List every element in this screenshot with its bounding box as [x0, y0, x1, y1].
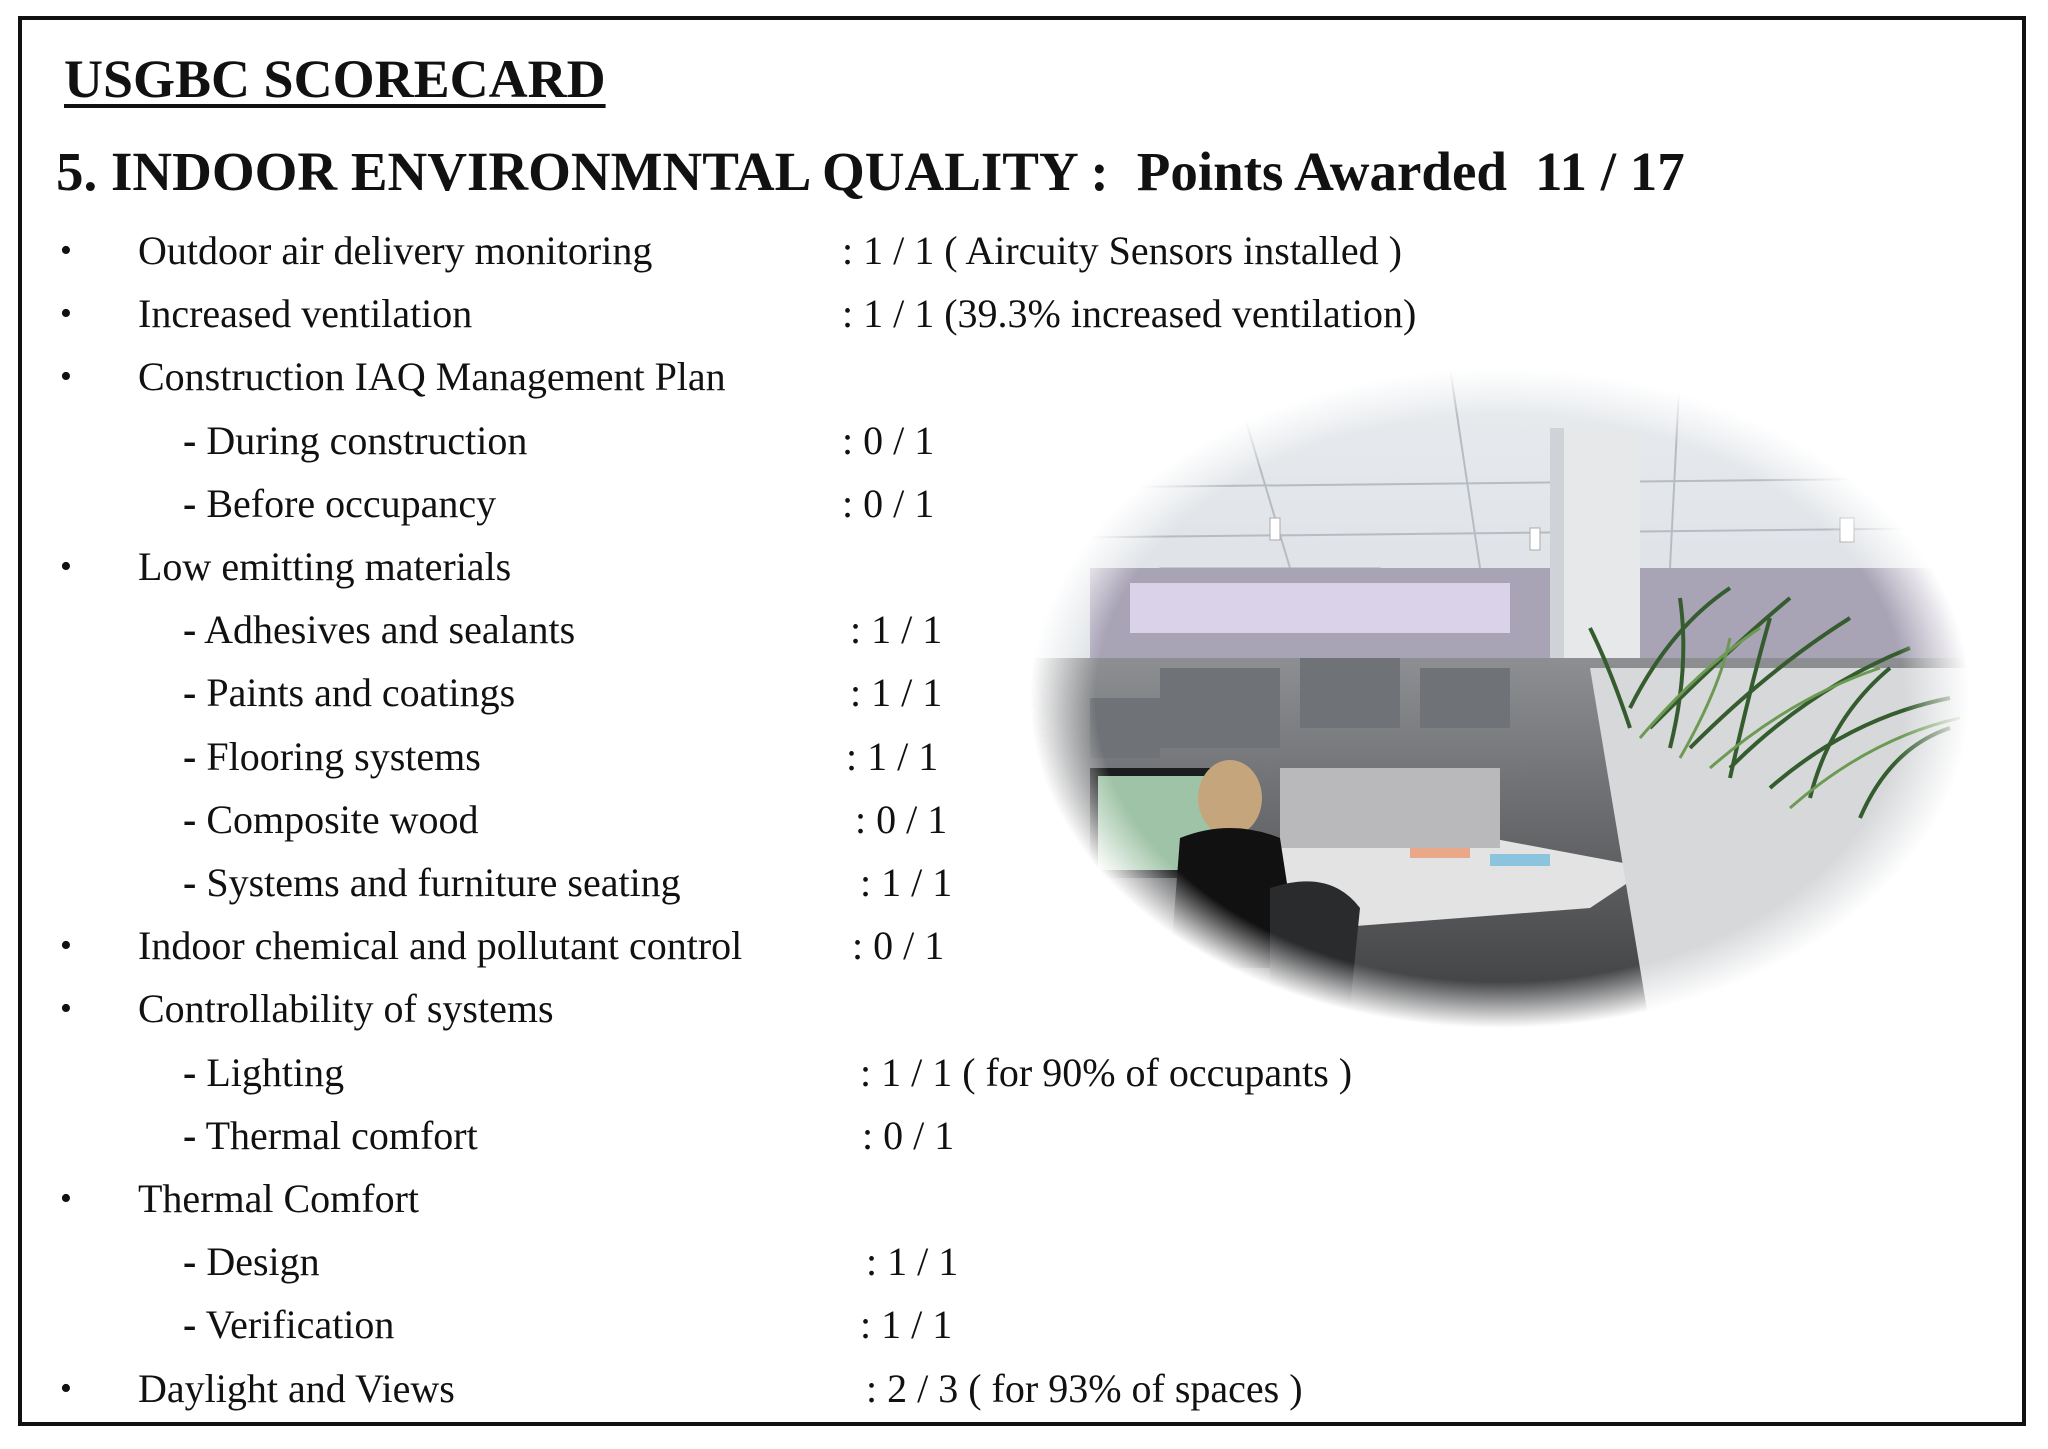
criterion-score: : 2 / 3 ( for 93% of spaces ) [866, 1365, 1303, 1411]
scorecard-row [0, 1174, 1600, 1234]
sub-item-dash: - [183, 1302, 197, 1348]
sub-item-dash: - [183, 417, 197, 463]
criterion-text: Thermal comfort [205, 1112, 478, 1158]
criterion-label [183, 1300, 394, 1350]
sub-item-dash: - [183, 1112, 197, 1158]
scorecard-row [0, 479, 1600, 539]
section-heading [56, 140, 1685, 203]
criterion-label [138, 984, 554, 1034]
section-name: 5. INDOOR ENVIRONMNTAL QUALITY : [56, 141, 1109, 202]
sub-item-dash: - [183, 480, 197, 526]
bullet-marker: • [60, 232, 72, 269]
criterion-score: : 1 / 1 [866, 1239, 959, 1285]
scorecard-row [0, 1048, 1600, 1108]
criterion-score: : 1 / 1 [860, 860, 953, 905]
criterion-score: : 1 / 1 [860, 1302, 953, 1348]
scorecard-row [0, 795, 1600, 855]
points-awarded-value: 11 / 17 [1534, 141, 1685, 202]
criterion-text: Design [206, 1239, 320, 1285]
criterion-label [138, 226, 652, 276]
scorecard-row [0, 1364, 1600, 1424]
bullet-marker: • [60, 1180, 72, 1217]
criterion-label [183, 858, 681, 908]
scorecard-row [0, 226, 1600, 286]
criterion-score: : 1 / 1 (39.3% increased ventilation) [842, 291, 1417, 337]
criterion-text: Paints and coatings [206, 670, 516, 716]
scorecard-row [0, 984, 1600, 1044]
sub-item-dash: - [183, 1239, 197, 1285]
scorecard-title: USGBC SCORECARD [64, 49, 606, 109]
criterion-text: Composite wood [206, 796, 479, 842]
criterion-score: : 1 / 1 [846, 733, 939, 779]
criterion-score: : 1 / 1 ( for 90% of occupants ) [860, 1049, 1353, 1095]
scorecard-row [0, 921, 1600, 981]
scorecard-row [0, 732, 1600, 792]
criterion-text: Construction IAQ Management Plan [138, 354, 726, 400]
sub-item-dash: - [183, 1049, 197, 1095]
bullet-marker: • [60, 927, 72, 965]
criterion-label [183, 1048, 344, 1098]
criterion-text: Indoor chemical and pollutant control [138, 923, 743, 969]
criterion-label [183, 605, 575, 655]
sub-item-dash: - [183, 796, 197, 842]
criterion-score: : 0 / 1 [842, 417, 935, 463]
sub-item-dash: - [183, 607, 197, 653]
criterion-score: : 0 / 1 [862, 1112, 955, 1158]
criterion-label [183, 1237, 320, 1287]
points-awarded-label: Points Awarded [1136, 141, 1507, 202]
criterion-text: During construction [206, 417, 528, 463]
scorecard-row [0, 542, 1600, 602]
criterion-score: : 1 / 1 [850, 670, 943, 716]
criterion-score: : 1 / 1 ( Aircuity Sensors installed ) [842, 228, 1402, 273]
criterion-label [183, 479, 496, 529]
criterion-label [138, 921, 742, 971]
criterion-text: Increased ventilation [138, 291, 473, 337]
scorecard-row [0, 858, 1600, 918]
scorecard-row [0, 668, 1600, 728]
scorecard-row [0, 416, 1600, 476]
scorecard-row [0, 1300, 1600, 1360]
criterion-score: : 0 / 1 [855, 796, 948, 842]
criterion-score: : 1 / 1 [850, 607, 943, 653]
bullet-marker: • [60, 1369, 72, 1407]
scorecard-row [0, 1237, 1600, 1297]
sub-item-dash: - [183, 860, 197, 905]
criterion-text: Before occupancy [206, 480, 497, 526]
criterion-label [138, 352, 726, 402]
criterion-label [183, 416, 527, 466]
criterion-label [138, 1174, 419, 1224]
criterion-label [183, 668, 515, 718]
criterion-text: Low emitting materials [138, 544, 512, 589]
criterion-text: Adhesives and sealants [204, 607, 576, 653]
criterion-label [183, 1111, 478, 1161]
criterion-text: Verification [205, 1302, 395, 1348]
bullet-marker: • [60, 990, 72, 1028]
bullet-marker: • [60, 295, 72, 333]
criterion-label [138, 1364, 455, 1414]
bullet-marker: • [60, 548, 72, 585]
criterion-score: : 0 / 1 [852, 923, 945, 969]
criterion-text: Systems and furniture seating [206, 860, 681, 905]
bullet-marker: • [60, 358, 72, 396]
criterion-text: Controllability of systems [138, 986, 554, 1032]
criterion-score: : 0 / 1 [842, 480, 935, 526]
criterion-text: Outdoor air delivery monitoring [138, 228, 653, 273]
scorecard-row [0, 352, 1600, 412]
scorecard-row [0, 605, 1600, 665]
criterion-label [183, 795, 479, 845]
sub-item-dash: - [183, 670, 197, 716]
criterion-text: Lighting [206, 1049, 345, 1095]
criterion-text: Thermal Comfort [138, 1176, 420, 1221]
criterion-label [183, 732, 481, 782]
scorecard-row [0, 289, 1600, 349]
sub-item-dash: - [183, 733, 197, 779]
criterion-label [138, 289, 472, 339]
criterion-text: Daylight and Views [138, 1365, 455, 1411]
criterion-label [138, 542, 511, 592]
criterion-text: Flooring systems [206, 733, 481, 779]
scorecard-row [0, 1111, 1600, 1171]
